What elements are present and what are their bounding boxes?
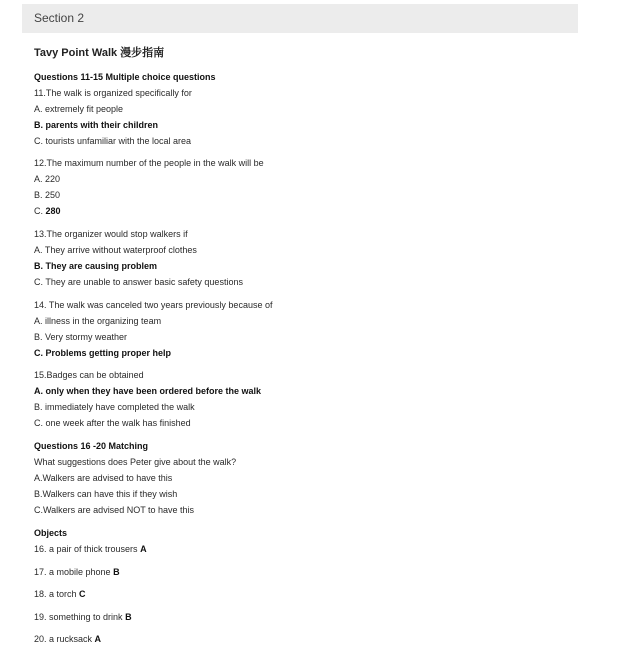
matching-option-b: B.Walkers can have this if they wish [34,489,178,499]
object-item [34,634,101,645]
q13-question: 13.The organizer would stop walkers if [34,229,188,239]
q15-option-c: C. one week after the walk has finished [34,418,191,428]
q15-option-a: A. only when they have been ordered before the walk [34,386,262,396]
object-text: 19. something to drink [34,612,126,622]
mc-heading: Questions 11-15 Multiple choice questions [34,72,216,82]
q11-question: 11.The walk is organized specifically for [34,88,192,98]
object-answer: C [79,589,86,599]
q14-option-a: A. illness in the organizing team [34,316,162,326]
matching-option-c: C.Walkers are advised NOT to have this [34,505,195,515]
q13-option-b: B. They are causing problem [34,261,158,271]
q15-option-b: B. immediately have completed the walk [34,402,195,412]
matching-heading: Questions 16 -20 Matching [34,441,149,451]
q14-question: 14. The walk was canceled two years previously because of [34,300,273,310]
q12-option-c [34,206,61,217]
q12-option-b: B. 250 [34,190,61,200]
q12-option-a: A. 220 [34,174,61,184]
object-item [34,612,132,623]
object-answer: A [140,544,147,554]
q11-option-b: B. parents with their children [34,120,159,130]
q12-question: 12.The maximum number of the people in the walk will be [34,158,264,168]
q14-option-c: C. Problems getting proper help [34,348,172,358]
object-answer: B [125,612,132,622]
matching-prompt: What suggestions does Peter give about the walk? [34,457,237,467]
object-item [34,544,147,555]
object-answer: A [94,634,102,644]
object-item [34,589,86,600]
q14-option-b: B. Very stormy weather [34,332,128,342]
object-text: 20. a rucksack [34,634,95,644]
section-title: Section 2 [34,11,85,25]
q13-option-c: C. They are unable to answer basic safety questions [34,277,243,287]
q12-option-c-prefix: C. [34,206,46,216]
object-text: 17. a mobile phone [34,567,114,577]
q11-option-c: C. tourists unfamiliar with the local area [34,136,192,146]
q13-option-a: A. They arrive without waterproof clothes [34,245,197,255]
q15-question: 15.Badges can be obtained [34,370,144,380]
q11-option-a: A. extremely fit people [34,104,124,114]
object-text: 16. a pair of thick trousers [34,544,141,554]
object-text: 18. a torch [34,589,80,599]
matching-option-a: A.Walkers are advised to have this [34,473,173,483]
object-item [34,567,120,578]
document-title: Tavy Point Walk 漫步指南 [34,47,165,59]
objects-heading: Objects [34,528,68,538]
q12-option-c-value: 280 [45,206,61,216]
object-answer: B [113,567,120,577]
section-header-bar [22,4,578,33]
